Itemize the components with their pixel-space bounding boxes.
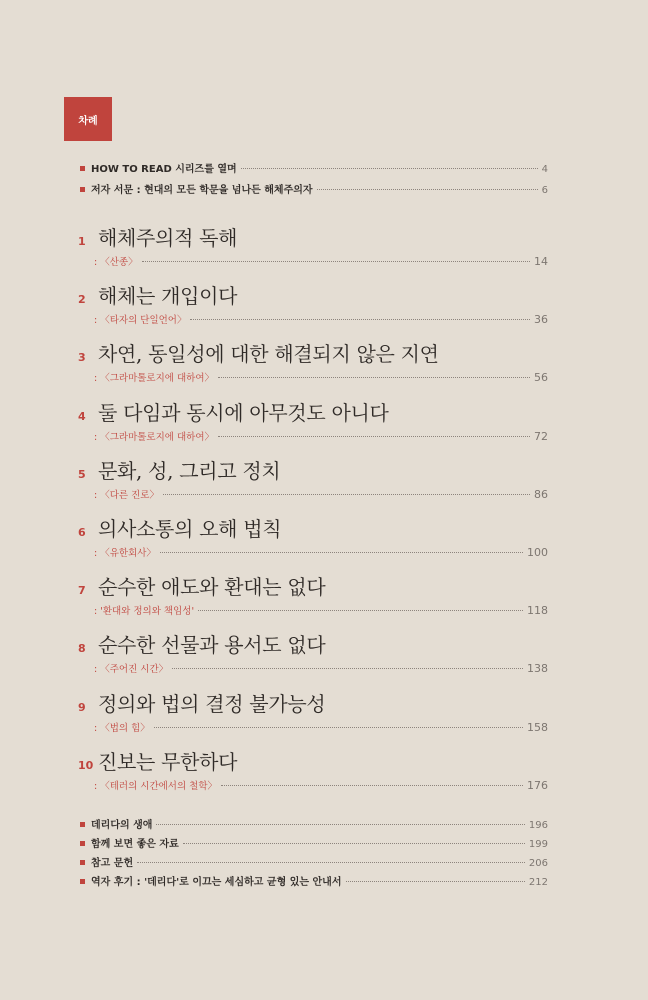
- chapter-page: 176: [527, 778, 548, 792]
- chapter-subtitle: : '환대와 정의와 책임성': [94, 606, 195, 618]
- chapter-number: 2: [78, 293, 86, 307]
- chapter-page: 86: [534, 487, 548, 501]
- dotted-leader: [317, 189, 538, 190]
- back-matter-list: [80, 816, 548, 892]
- entry-title: 함께 보면 좋은 자료: [91, 839, 179, 850]
- dotted-leader: [218, 377, 530, 378]
- chapter-subtitle: : 〈산종〉: [94, 257, 138, 268]
- square-bullet-icon: [80, 187, 85, 192]
- entry-page: 199: [528, 839, 548, 850]
- chapter-page: 14: [534, 255, 548, 268]
- entry-title: 데리다의 생애: [91, 820, 153, 831]
- chapter-number: 6: [78, 525, 86, 539]
- square-bullet-icon: [80, 841, 85, 846]
- chapter-subtitle: : 〈타자의 단일언어〉: [94, 315, 187, 327]
- entry-title: HOW TO READ 시리즈를 열며: [91, 164, 237, 175]
- chapter-entry[interactable]: [78, 571, 548, 629]
- toc-entry[interactable]: [80, 181, 548, 202]
- dotted-leader: [183, 843, 525, 844]
- chapter-page: 100: [527, 545, 548, 559]
- chapter-subtitle: : 〈유한회사〉: [94, 547, 156, 559]
- chapter-entry[interactable]: [78, 688, 548, 746]
- chapter-number: 7: [78, 584, 86, 598]
- chapter-entry[interactable]: [78, 222, 548, 280]
- chapter-subtitle: : 〈다른 진로〉: [94, 489, 159, 501]
- chapter-title: 순수한 애도와 환대는 없다: [98, 575, 326, 600]
- chapter-title: 해체주의적 독해: [98, 226, 238, 250]
- chapter-entry[interactable]: [78, 513, 548, 571]
- front-matter-list: [80, 160, 548, 202]
- chapter-entry[interactable]: [78, 280, 548, 338]
- chapter-page: 72: [534, 429, 548, 443]
- chapter-page: 36: [534, 313, 548, 327]
- toc-badge: 차례: [64, 97, 112, 141]
- chapter-subtitle: : 〈테러의 시간에서의 철학〉: [94, 780, 218, 792]
- toc-entry[interactable]: [80, 816, 548, 835]
- dotted-leader: [137, 862, 525, 863]
- entry-title: 참고 문헌: [91, 858, 134, 869]
- chapter-title: 차연, 동일성에 대한 해결되지 않은 지연: [98, 342, 439, 367]
- dotted-leader: [218, 436, 530, 437]
- chapter-title: 둘 다임과 동시에 아무것도 아니다: [98, 400, 389, 425]
- chapter-number: 8: [78, 642, 86, 656]
- entry-page: 196: [528, 820, 548, 831]
- dotted-leader: [160, 552, 523, 553]
- chapter-entry[interactable]: [78, 338, 548, 396]
- square-bullet-icon: [80, 822, 85, 827]
- chapter-title: 정의와 법의 결정 불가능성: [98, 691, 326, 716]
- chapter-subtitle: : 〈그라마톨로지에 대하여〉: [94, 431, 215, 443]
- chapter-list: [78, 222, 548, 804]
- entry-title: 저자 서문 : 현대의 모든 학문을 넘나든 해체주의자: [91, 185, 313, 196]
- toc-entry[interactable]: [80, 873, 548, 892]
- chapter-page: 118: [527, 604, 548, 618]
- chapter-entry[interactable]: [78, 397, 548, 455]
- square-bullet-icon: [80, 860, 85, 865]
- square-bullet-icon: [80, 166, 85, 171]
- chapter-entry[interactable]: [78, 629, 548, 687]
- chapter-number: 3: [78, 351, 86, 365]
- chapter-title: 순수한 선물과 용서도 없다: [98, 633, 326, 658]
- chapter-page: 56: [534, 371, 548, 385]
- dotted-leader: [163, 494, 530, 495]
- dotted-leader: [142, 261, 530, 262]
- chapter-page: 158: [527, 720, 548, 734]
- entry-page: 212: [528, 877, 548, 888]
- chapter-number: 9: [78, 700, 86, 714]
- chapter-page: 138: [527, 662, 548, 676]
- toc-entry[interactable]: [80, 835, 548, 854]
- chapter-number: 10: [78, 758, 94, 772]
- dotted-leader: [241, 168, 538, 169]
- entry-title: 역자 후기 : '데리다'로 이끄는 세심하고 균형 있는 안내서: [91, 877, 342, 888]
- toc-entry[interactable]: [80, 854, 548, 873]
- dotted-leader: [190, 319, 530, 320]
- dotted-leader: [198, 610, 523, 611]
- chapter-entry[interactable]: [78, 455, 548, 513]
- chapter-number: 1: [78, 235, 86, 248]
- chapter-number: 4: [78, 409, 86, 423]
- chapter-subtitle: : 〈주어진 시간〉: [94, 664, 169, 676]
- chapter-title: 의사소통의 오해 법칙: [98, 516, 282, 541]
- entry-page: 6: [541, 185, 548, 196]
- chapter-subtitle: : 〈그라마톨로지에 대하여〉: [94, 373, 215, 385]
- chapter-title: 문화, 성, 그리고 정치: [98, 458, 281, 483]
- chapter-subtitle: : 〈법의 힘〉: [94, 722, 150, 734]
- entry-page: 206: [528, 858, 548, 869]
- chapter-entry[interactable]: [78, 746, 548, 804]
- dotted-leader: [346, 881, 525, 882]
- chapter-title: 진보는 무한하다: [98, 749, 238, 774]
- dotted-leader: [221, 785, 523, 786]
- dotted-leader: [172, 668, 523, 669]
- dotted-leader: [154, 727, 523, 728]
- chapter-number: 5: [78, 467, 86, 481]
- toc-entry[interactable]: [80, 160, 548, 181]
- square-bullet-icon: [80, 879, 85, 884]
- chapter-title: 해체는 개입이다: [98, 284, 238, 309]
- entry-page: 4: [541, 164, 548, 175]
- dotted-leader: [156, 824, 524, 825]
